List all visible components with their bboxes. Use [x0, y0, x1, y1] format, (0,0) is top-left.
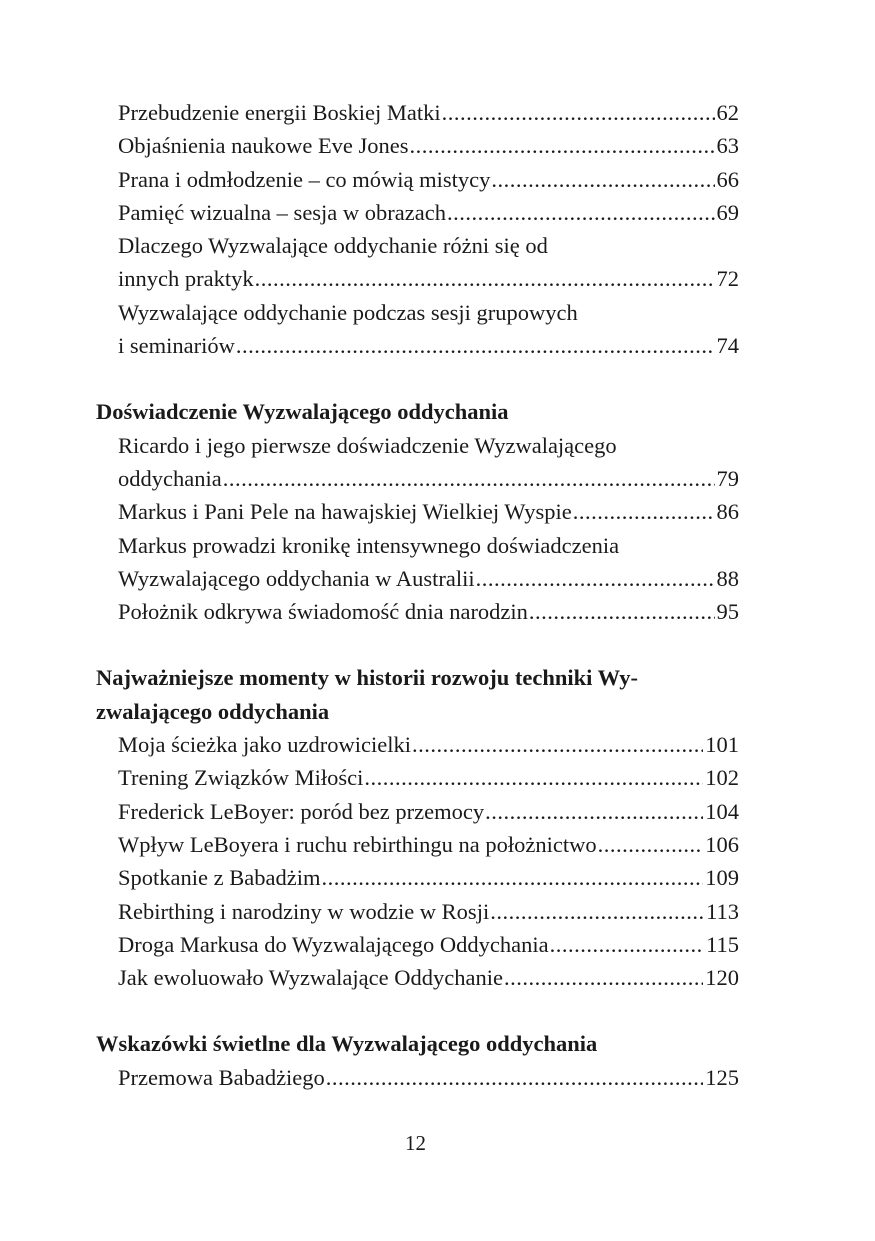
- toc-entry-page: 86: [716, 499, 739, 525]
- toc-entry[interactable]: [118, 728, 739, 761]
- toc-section: [96, 395, 739, 628]
- toc-entry[interactable]: [118, 795, 739, 828]
- toc-entry[interactable]: [118, 828, 739, 861]
- dot-leader: [447, 196, 715, 229]
- toc-entry-title: Wpływ LeBoyera i ruchu rebirthingu na położnictwo: [118, 831, 597, 857]
- dot-leader: [550, 928, 705, 961]
- toc-entry-page: 72: [716, 266, 739, 292]
- toc-entry[interactable]: [118, 163, 739, 196]
- section-gap: [96, 994, 739, 1027]
- dot-leader: [476, 562, 715, 595]
- toc-entry-title: Jak ewoluowało Wyzwalające Oddychanie: [118, 965, 503, 991]
- toc-entry-title: Pamięć wizualna – sesja w obrazach: [118, 199, 446, 225]
- section-gap: [96, 628, 739, 661]
- toc-entry[interactable]: [118, 1061, 739, 1094]
- toc-section: [96, 1027, 739, 1094]
- toc-entry-title: Frederick LeBoyer: poród bez przemocy: [118, 798, 485, 824]
- dot-leader: [321, 861, 703, 894]
- toc-entry-title: Markus i Pani Pele na hawajskiej Wielkiej Wyspie: [118, 499, 572, 525]
- toc-entry-page: 109: [705, 865, 739, 891]
- toc-entry[interactable]: [118, 96, 739, 129]
- toc-section: [96, 96, 739, 362]
- toc-entry-page: 125: [705, 1064, 739, 1090]
- dot-leader: [236, 329, 715, 362]
- toc-entry-page: 66: [716, 166, 739, 192]
- toc-entry-page: 95: [716, 599, 739, 625]
- toc-entry[interactable]: [118, 262, 739, 295]
- page-number: 12: [405, 1131, 426, 1155]
- toc-entry-title: Rebirthing i narodziny w wodzie w Rosji: [118, 898, 490, 924]
- toc-entry-first-line[interactable]: Ricardo i jego pierwsze doświadczenie Wyzwalającego: [118, 432, 617, 458]
- toc-entry[interactable]: [118, 129, 739, 162]
- dot-leader: [326, 1061, 703, 1094]
- dot-leader: [490, 895, 704, 928]
- section-heading[interactable]: Najważniejsze momenty w historii rozwoju techniki Wy-: [96, 665, 639, 691]
- toc-entry[interactable]: [118, 961, 739, 994]
- toc-entry-title: Spotkanie z Babadżim: [118, 865, 321, 891]
- toc-entry-page: 88: [716, 565, 739, 591]
- toc-entry-page: 102: [705, 765, 739, 791]
- toc-entry-title: Położnik odkrywa świadomość dnia narodzin: [118, 599, 528, 625]
- toc-entry-title: Wyzwalającego oddychania w Australii: [118, 565, 475, 591]
- toc-entry[interactable]: [118, 595, 739, 628]
- dot-leader: [529, 595, 715, 628]
- toc-entry[interactable]: [118, 462, 739, 495]
- toc-entry-title: Moja ścieżka jako uzdrowicielki: [118, 732, 412, 758]
- toc-entry-page: 74: [716, 333, 739, 359]
- toc-entry-page: 106: [705, 831, 739, 857]
- toc-entry-page: 113: [706, 898, 739, 924]
- toc-entry-page: 69: [716, 199, 739, 225]
- section-heading[interactable]: Wskazówki świetlne dla Wyzwalającego oddychania: [96, 1031, 598, 1057]
- toc-entry[interactable]: [118, 761, 739, 794]
- section-heading[interactable]: Doświadczenie Wyzwalającego oddychania: [96, 399, 509, 425]
- toc-entry-title: Przemowa Babadżiego: [118, 1064, 325, 1090]
- toc-entry-title: Przebudzenie energii Boskiej Matki: [118, 100, 441, 125]
- toc-entry[interactable]: [118, 928, 739, 961]
- toc-entry-page: 120: [705, 965, 739, 991]
- section-heading-continuation[interactable]: zwalającego oddychania: [96, 698, 330, 724]
- toc-entry-first-line[interactable]: Wyzwalające oddychanie podczas sesji grupowych: [118, 299, 578, 325]
- toc-entry-title: i seminariów: [118, 333, 235, 359]
- toc-entry-title: Prana i odmłodzenie – co mówią mistycy: [118, 166, 491, 192]
- dot-leader: [412, 728, 703, 761]
- toc-entry-page: 62: [716, 100, 739, 125]
- toc-entry-page: 79: [716, 465, 739, 491]
- table-of-contents: [96, 96, 739, 1094]
- dot-leader: [491, 163, 714, 196]
- toc-entry-page: 115: [706, 931, 739, 957]
- toc-entry[interactable]: [118, 196, 739, 229]
- toc-entry[interactable]: [118, 861, 739, 894]
- toc-section: [96, 661, 739, 994]
- dot-leader: [598, 828, 704, 861]
- dot-leader: [504, 961, 703, 994]
- toc-entry[interactable]: [118, 329, 739, 362]
- toc-entry-page: 104: [705, 798, 739, 824]
- dot-leader: [255, 262, 715, 295]
- toc-entry-page: 101: [705, 732, 739, 758]
- toc-entry-title: Droga Markusa do Wyzwalającego Oddychania: [118, 931, 549, 957]
- dot-leader: [442, 96, 715, 129]
- toc-entry-title: oddychania: [118, 465, 222, 491]
- dot-leader: [410, 129, 715, 162]
- toc-entry[interactable]: [118, 495, 739, 528]
- dot-leader: [223, 462, 715, 495]
- toc-entry-first-line[interactable]: Dlaczego Wyzwalające oddychanie różni się od: [118, 233, 548, 259]
- dot-leader: [364, 761, 703, 794]
- toc-entry-title: innych praktyk: [118, 266, 254, 292]
- toc-entry[interactable]: [118, 895, 739, 928]
- toc-entry-title: Objaśnienia naukowe Eve Jones: [118, 133, 409, 159]
- dot-leader: [485, 795, 703, 828]
- toc-entry-title: Trening Związków Miłości: [118, 765, 364, 791]
- toc-entry[interactable]: [118, 562, 739, 595]
- dot-leader: [573, 495, 715, 528]
- section-gap: [96, 362, 739, 395]
- toc-entry-first-line[interactable]: Markus prowadzi kronikę intensywnego doświadczenia: [118, 532, 620, 558]
- toc-entry-page: 63: [716, 133, 739, 159]
